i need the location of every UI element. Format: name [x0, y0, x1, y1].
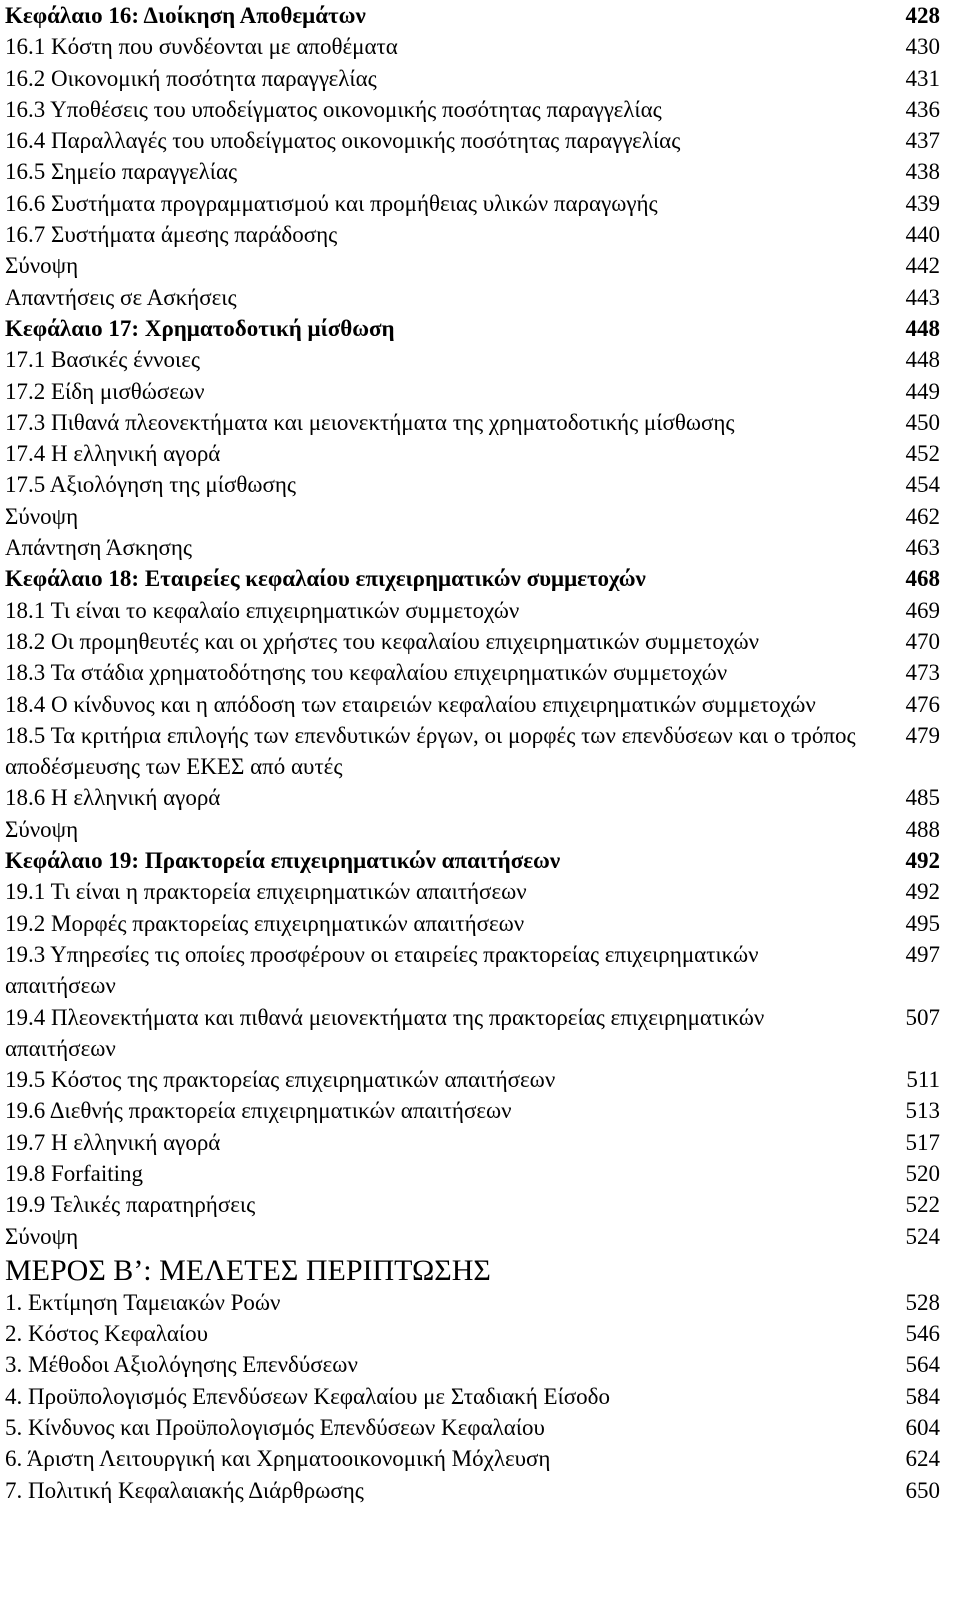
toc-page-number: 438 [905, 159, 940, 185]
toc-page-number: 431 [905, 65, 940, 91]
toc-entry-row [5, 1318, 940, 1349]
toc-page-number: 546 [905, 1321, 940, 1347]
toc-page-number: 448 [905, 315, 940, 341]
toc-entry-row [5, 438, 940, 469]
toc-entry-title: Σύνοψη [5, 1223, 79, 1249]
toc-page-number: 437 [905, 128, 940, 154]
toc-entry-row [5, 689, 940, 720]
toc-entry-row [5, 469, 940, 500]
toc-page-number: 507 [905, 1004, 940, 1030]
toc-entry-row [5, 626, 940, 657]
toc-entry-title: 16.6 Συστήματα προγραμματισμού και προμήθειας υλικών παραγωγής [5, 190, 658, 216]
toc-entry-row [5, 31, 940, 62]
toc-entry-title: Κεφάλαιο 17: Χρηματοδοτική μίσθωση [5, 315, 395, 341]
toc-entry-row [5, 1349, 940, 1380]
toc-entry-title: 3. Μέθοδοι Αξιολόγησης Επενδύσεων [5, 1352, 358, 1378]
toc-page-number: 470 [905, 628, 940, 654]
toc-entry-title: 19.3 Υπηρεσίες τις οποίες προσφέρουν οι εταιρείες πρακτορείας επιχειρηματικών απαιτήσεων [5, 941, 759, 999]
toc-entry-row [5, 1443, 940, 1474]
toc-entry-title: 19.4 Πλεονεκτήματα και πιθανά μειονεκτήματα της πρακτορείας επιχειρηματικών απαιτήσεων [5, 1004, 765, 1061]
toc-page-number: 469 [905, 597, 940, 623]
toc-page-number: 564 [905, 1352, 940, 1378]
toc-entry-title: 18.6 Η ελληνική αγορά [5, 785, 221, 811]
toc-entry-title: 16.7 Συστήματα άμεσης παράδοσης [5, 222, 338, 248]
toc-page-number: 443 [905, 284, 940, 310]
toc-entry-title: Σύνοψη [5, 503, 79, 529]
toc-entry-title: 5. Κίνδυνος και Προϋπολογισμός Επενδύσεων Κεφαλαίου [5, 1415, 545, 1441]
toc-page-number: 448 [905, 347, 940, 373]
toc-page-number: 624 [905, 1446, 940, 1472]
toc-entry-title: 18.5 Τα κριτήρια επιλογής των επενδυτικών έργων, οι μορφές των επενδύσεων και ο τρόπος αποδέσμευσης των ΕΚΕΣ από αυτές [5, 722, 856, 780]
toc-entry-row [5, 94, 940, 125]
toc-page-number: 462 [905, 503, 940, 529]
toc-entry-row [5, 407, 940, 438]
toc-page-number: 522 [905, 1192, 940, 1218]
toc-page-number: 452 [905, 441, 940, 467]
toc-page-number: 524 [905, 1223, 940, 1249]
toc-page-number: 488 [905, 816, 940, 842]
toc-entry-row [5, 219, 940, 250]
toc-page-number: 454 [905, 472, 940, 498]
toc-entry-title: 16.4 Παραλλαγές του υποδείγματος οικονομικής ποσότητας παραγγελίας [5, 128, 681, 154]
toc-entry-row [5, 1189, 940, 1220]
toc-entry-title: 19.7 Η ελληνική αγορά [5, 1129, 221, 1155]
toc-entry-title: 6. Άριστη Λειτουργική και Χρηματοοικονομική Μόχλευση [5, 1446, 551, 1472]
toc-page-number: 497 [905, 941, 940, 967]
toc-page-number: 479 [905, 722, 940, 748]
toc-entry-title: Απαντήσεις σε Ασκήσεις [5, 284, 237, 310]
toc-page-number: 485 [905, 785, 940, 811]
toc-entry-title: 17.4 Η ελληνική αγορά [5, 441, 221, 467]
toc-page-number: 492 [905, 848, 940, 874]
toc-chapter-row [5, 0, 940, 31]
toc-page-number: 449 [905, 378, 940, 404]
toc-page-number: 436 [905, 96, 940, 122]
toc-page-number: 495 [905, 910, 940, 936]
toc-entry-row [5, 188, 940, 219]
toc-entry-title: 17.3 Πιθανά πλεονεκτήματα και μειονεκτήματα της χρηματοδοτικής μίσθωσης [5, 409, 735, 435]
toc-page-number: 511 [906, 1067, 940, 1093]
toc-entry-row [5, 657, 940, 688]
toc-page-number: 492 [905, 879, 940, 905]
toc-entry-title: 17.1 Βασικές έννοιες [5, 347, 200, 373]
toc-entry-title: 19.5 Κόστος της πρακτορείας επιχειρηματικών απαιτήσεων [5, 1067, 556, 1093]
toc-page-number: 430 [905, 34, 940, 60]
toc-entry-row [5, 1158, 940, 1189]
toc-entry-row [5, 1475, 940, 1506]
toc-entry-row [5, 376, 940, 407]
toc-page-number: 440 [905, 222, 940, 248]
toc-entry-row [5, 1287, 940, 1318]
toc-page-number: 513 [905, 1098, 940, 1124]
toc-page-number: 650 [905, 1477, 940, 1503]
toc-part-heading [5, 1252, 940, 1287]
toc-entry-row [5, 125, 940, 156]
toc-entry-title: Σύνοψη [5, 253, 79, 279]
toc-entry-row [5, 1064, 940, 1095]
toc-entry-title: 2. Κόστος Κεφαλαίου [5, 1321, 208, 1347]
toc-entry-title: 16.2 Οικονομική ποσότητα παραγγελίας [5, 65, 377, 91]
toc-page-number: 468 [905, 566, 940, 592]
toc-page-number: 439 [905, 190, 940, 216]
toc-entry-title: 16.1 Κόστη που συνδέονται με αποθέματα [5, 34, 398, 60]
toc-entry-row [5, 1095, 940, 1126]
toc-entry-title: Απάντηση Άσκησης [5, 535, 193, 561]
toc-entry-row [5, 282, 940, 313]
toc-entry-title: 17.5 Αξιολόγηση της μίσθωσης [5, 472, 297, 498]
toc-chapter-row [5, 845, 940, 876]
table-of-contents [5, 0, 940, 1506]
toc-entry-title: 18.2 Οι προμηθευτές και οι χρήστες του κεφαλαίου επιχειρηματικών συμμετοχών [5, 628, 760, 654]
toc-entry-title: 18.4 Ο κίνδυνος και η απόδοση των εταιρειών κεφαλαίου επιχειρηματικών συμμετοχών [5, 691, 816, 717]
toc-entry-row [5, 344, 940, 375]
toc-entry-title: 7. Πολιτική Κεφαλαιακής Διάρθρωσης [5, 1477, 364, 1503]
toc-page-number: 517 [905, 1129, 940, 1155]
toc-entry-row [5, 1221, 940, 1252]
toc-chapter-row [5, 563, 940, 594]
toc-chapter-row [5, 313, 940, 344]
toc-entry-row [5, 720, 940, 783]
toc-entry-row [5, 908, 940, 939]
toc-entry-row [5, 1127, 940, 1158]
toc-page-number: 604 [905, 1415, 940, 1441]
toc-page-number: 473 [905, 660, 940, 686]
toc-entry-row [5, 1412, 940, 1443]
toc-entry-row [5, 156, 940, 187]
toc-page-number: 463 [905, 535, 940, 561]
toc-page-number: 520 [905, 1160, 940, 1186]
toc-entry-row [5, 1381, 940, 1412]
toc-page-number: 528 [905, 1289, 940, 1315]
toc-page-number: 442 [905, 253, 940, 279]
toc-entry-row [5, 939, 940, 1002]
toc-entry-row [5, 63, 940, 94]
toc-entry-title: 18.1 Τι είναι το κεφαλαίο επιχειρηματικών συμμετοχών [5, 597, 520, 623]
toc-entry-title: 19.9 Τελικές παρατηρήσεις [5, 1192, 256, 1218]
toc-entry-row [5, 876, 940, 907]
toc-page-number: 428 [905, 3, 940, 28]
toc-entry-row [5, 782, 940, 813]
toc-page-number: 450 [905, 409, 940, 435]
toc-entry-row [5, 1002, 940, 1065]
toc-entry-title: Κεφάλαιο 16: Διοίκηση Αποθεμάτων [5, 3, 366, 28]
toc-entry-row [5, 532, 940, 563]
toc-entry-title: 18.3 Τα στάδια χρηματοδότησης του κεφαλαίου επιχειρηματικών συμμετοχών [5, 660, 728, 686]
toc-entry-title: ΜΕΡΟΣ Β’: ΜΕΛΕΤΕΣ ΠΕΡΙΠΤΩΣΗΣ [5, 1253, 491, 1287]
toc-entry-title: Κεφάλαιο 18: Εταιρείες κεφαλαίου επιχειρηματικών συμμετοχών [5, 566, 646, 592]
toc-entry-row [5, 814, 940, 845]
toc-entry-title: 1. Εκτίμηση Ταμειακών Ροών [5, 1289, 281, 1315]
toc-entry-title: 16.5 Σημείο παραγγελίας [5, 159, 238, 185]
toc-page-number: 476 [905, 691, 940, 717]
toc-entry-title: 16.3 Υποθέσεις του υποδείγματος οικονομικής ποσότητας παραγγελίας [5, 96, 662, 122]
toc-entry-title: Σύνοψη [5, 816, 79, 842]
toc-entry-title: 19.6 Διεθνής πρακτορεία επιχειρηματικών απαιτήσεων [5, 1098, 512, 1124]
toc-page-number: 584 [905, 1383, 940, 1409]
toc-entry-title: 19.1 Τι είναι η πρακτορεία επιχειρηματικών απαιτήσεων [5, 879, 527, 905]
toc-entry-row [5, 595, 940, 626]
toc-entry-row [5, 501, 940, 532]
toc-entry-row [5, 250, 940, 281]
toc-entry-title: Κεφάλαιο 19: Πρακτορεία επιχειρηματικών απαιτήσεων [5, 848, 561, 874]
toc-entry-title: 19.8 Forfaiting [5, 1160, 143, 1186]
toc-entry-title: 17.2 Είδη μισθώσεων [5, 378, 205, 404]
toc-entry-title: 19.2 Μορφές πρακτορείας επιχειρηματικών απαιτήσεων [5, 910, 525, 936]
toc-entry-title: 4. Προϋπολογισμός Επενδύσεων Κεφαλαίου με Σταδιακή Είσοδο [5, 1383, 611, 1409]
